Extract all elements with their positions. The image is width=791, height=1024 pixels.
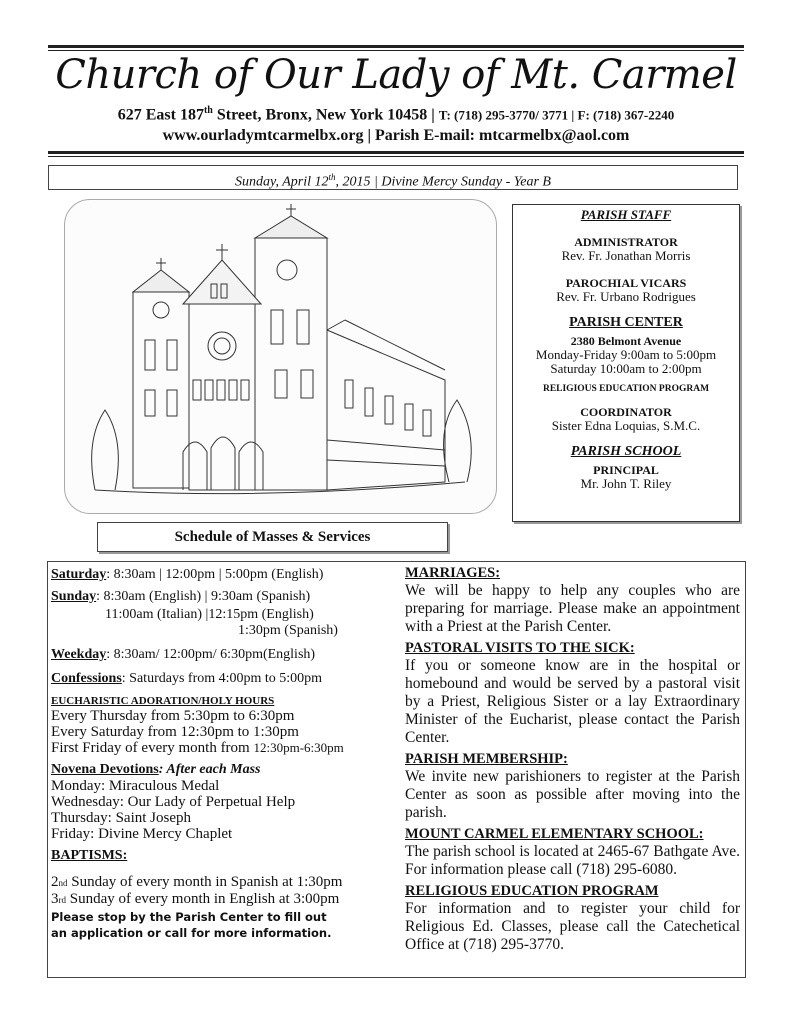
mid-rule-thin — [48, 156, 744, 157]
membership-heading: PARISH MEMBERSHIP: — [405, 751, 568, 767]
adoration-first-friday: First Friday of every month from 12:30pm-6:30pm — [51, 740, 344, 756]
school-heading: MOUNT CARMEL ELEMENTARY SCHOOL: — [405, 826, 704, 842]
address-line: 627 East 187th Street, Bronx, New York 10458 | T: (718) 295-3770/ 3771 | F: (718) 367-2240 — [117, 105, 675, 124]
baptism-spanish: 2nd Sunday of every month in Spanish at 1:30pm — [51, 874, 343, 890]
administrator-label: ADMINISTRATOR — [574, 235, 678, 249]
sunday-masses-3: 1:30pm (Spanish) — [238, 623, 338, 638]
web-email-line: www.ourladymtcarmelbx.org | Parish E-mail: mtcarmelbx@aol.com — [162, 127, 630, 144]
top-rule-thick — [48, 45, 744, 48]
coordinator-name: Sister Edna Loquias, S.M.C. — [551, 418, 701, 433]
mid-rule-thick — [48, 151, 744, 154]
vicars-label: PAROCHIAL VICARS — [565, 276, 687, 290]
weekday-masses: Weekday: 8:30am/ 12:00pm/ 6:30pm(English) — [51, 647, 316, 662]
membership-text: We invite new parishioners to register at the Parish Center as soon as possible after moving into the parish. — [405, 768, 740, 821]
saturday-masses: Saturday: 8:30am | 12:00pm | 5:00pm (English) — [51, 567, 324, 582]
parish-school-heading: PARISH SCHOOL — [570, 444, 682, 459]
adoration-thursday: Every Thursday from 5:30pm to 6:30pm — [51, 708, 295, 724]
parish-staff-box — [512, 204, 740, 522]
parish-center-hours-saturday: Saturday 10:00am to 2:00pm — [550, 361, 702, 376]
religious-ed-text: For information and to register your child for Religious Ed. Classes, please call the Catechetical Office at (718) 295-3770. — [405, 900, 740, 953]
sunday-masses: Sunday: 8:30am (English) | 9:30am (Spanish) — [51, 589, 311, 604]
baptisms-heading: BAPTISMS: — [51, 848, 128, 863]
novena-friday: Friday: Divine Mercy Chaplet — [51, 826, 233, 842]
adoration-saturday: Every Saturday from 12:30pm to 1:30pm — [51, 724, 299, 740]
sick-visits-heading: PASTORAL VISITS TO THE SICK: — [405, 640, 635, 656]
administrator-name: Rev. Fr. Jonathan Morris — [561, 248, 691, 263]
schedule-title: Schedule of Masses & Services — [97, 522, 448, 552]
coordinator-label: COORDINATOR — [580, 405, 672, 419]
baptism-note-1: Please stop by the Parish Center to fill out — [51, 910, 327, 924]
confessions: Confessions: Saturdays from 4:00pm to 5:00pm — [51, 671, 323, 686]
staff-heading: PARISH STAFF — [580, 207, 672, 222]
left-column — [51, 567, 391, 941]
adoration-heading: EUCHARISTIC ADORATION/HOLY HOURS — [51, 695, 275, 707]
religious-ed-label: RELIGIOUS EDUCATION PROGRAM — [542, 384, 710, 394]
marriages-heading: MARRIAGES: — [405, 565, 501, 581]
novena-wednesday: Wednesday: Our Lady of Perpetual Help — [51, 794, 296, 810]
novena-monday: Monday: Miraculous Medal — [51, 778, 220, 794]
parish-center-hours-weekday: Monday-Friday 9:00am to 5:00pm — [535, 347, 717, 362]
vicars-name: Rev. Fr. Urbano Rodrigues — [556, 289, 696, 304]
baptism-english: 3rd Sunday of every month in English at 3:00pm — [51, 891, 340, 907]
sick-visits-text: If you or someone know are in the hospital or homebound and would be served by a pastoral visit by a Priest, Religious Sister or a lay Extraordinary Minister of the Eucharist, please contact the Parish Center. — [405, 657, 740, 746]
novena-thursday: Thursday: Saint Joseph — [51, 810, 191, 826]
marriages-text: We will be happy to help any couples who are preparing for marriage. Please make an appointment with a Priest at the Parish Center. — [405, 582, 740, 635]
baptism-note-2: an application or call for more information. — [51, 926, 332, 940]
date-banner: Sunday, April 12th, 2015 | Divine Mercy Sunday - Year B — [48, 165, 738, 190]
parish-center-address: 2380 Belmont Avenue — [570, 334, 682, 348]
parish-center-heading: PARISH CENTER — [569, 315, 683, 330]
right-column — [405, 565, 740, 954]
top-rule-thin — [48, 50, 744, 51]
church-drawing — [65, 200, 496, 513]
page-title: Church of Our Lady of Mt. Carmel — [55, 52, 737, 98]
principal-name: Mr. John T. Riley — [580, 476, 672, 491]
novena-heading: Novena Devotions: After each Mass — [51, 762, 261, 777]
religious-ed-heading: RELIGIOUS EDUCATION PROGRAM — [405, 883, 659, 899]
sunday-masses-2: 11:00am (Italian) |12:15pm (English) — [105, 607, 314, 622]
church-illustration — [64, 199, 497, 514]
school-text: The parish school is located at 2465-67 Bathgate Ave. For information please call (718) 295-6080. — [405, 843, 740, 878]
principal-label: PRINCIPAL — [593, 463, 659, 477]
